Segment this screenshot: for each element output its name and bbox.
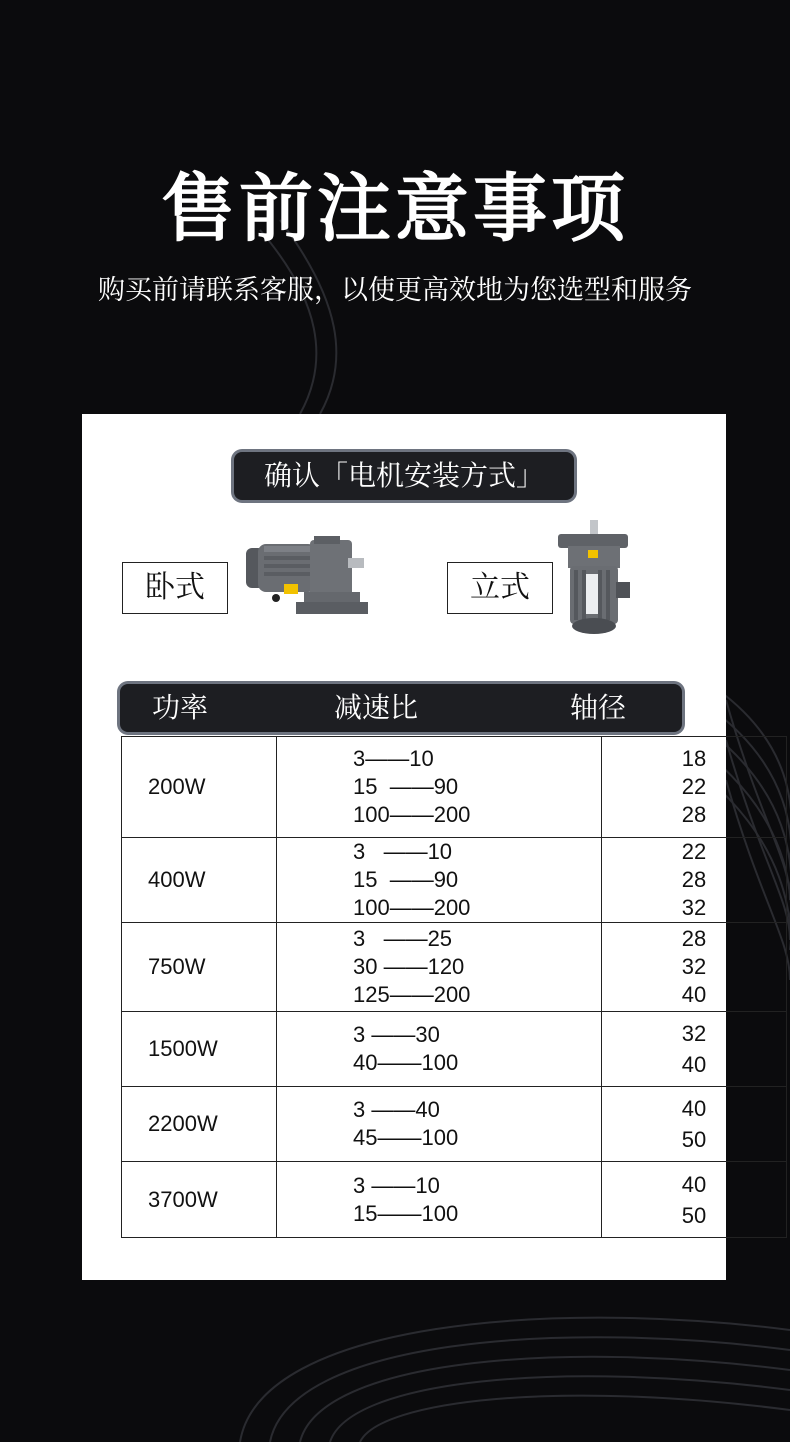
table-row <box>122 1012 787 1087</box>
horizontal-gear-motor-image <box>240 536 370 616</box>
shaft-cell: 40 50 <box>602 1087 787 1162</box>
table-row <box>122 1162 787 1238</box>
table-row <box>122 1087 787 1162</box>
shaft-cell: 40 50 <box>602 1162 787 1238</box>
header-reduction-ratio: 减速比 <box>334 691 419 724</box>
power-cell: 1500W <box>122 1012 277 1087</box>
power-cell: 3700W <box>122 1162 277 1238</box>
ratio-cell: 3 ——10 15——100 <box>277 1162 602 1238</box>
ratio-cell: 3——10 15 ——90 100——200 <box>277 737 602 838</box>
vertical-gear-motor-image <box>550 520 640 640</box>
page-title: 售前注意事项 <box>161 166 629 252</box>
ratio-cell: 3 ——40 45——100 <box>277 1087 602 1162</box>
spec-table <box>121 736 787 1238</box>
spec-table-header <box>120 684 682 732</box>
power-cell: 750W <box>122 923 277 1012</box>
header-shaft-diameter: 轴径 <box>570 691 627 724</box>
page-subtitle: 购买前请联系客服，以使更高效地为您选型和服务 <box>98 275 692 306</box>
horizontal-mount-label: 卧式 <box>122 562 228 614</box>
table-row <box>122 838 787 923</box>
ratio-cell: 3 ——25 30 ——120 125——200 <box>277 923 602 1012</box>
info-card <box>82 414 726 1280</box>
power-cell: 400W <box>122 838 277 923</box>
install-method-heading: 确认「电机安装方式」 <box>234 452 574 500</box>
ratio-cell: 3 ——10 15 ——90 100——200 <box>277 838 602 923</box>
shaft-cell: 18 22 28 <box>602 737 787 838</box>
power-cell: 200W <box>122 737 277 838</box>
shaft-cell: 28 32 40 <box>602 923 787 1012</box>
power-cell: 2200W <box>122 1087 277 1162</box>
vertical-mount-label: 立式 <box>447 562 553 614</box>
shaft-cell: 22 28 32 <box>602 838 787 923</box>
shaft-cell: 32 40 <box>602 1012 787 1087</box>
header-power: 功率 <box>152 691 209 724</box>
ratio-cell: 3 ——30 40——100 <box>277 1012 602 1087</box>
table-row <box>122 923 787 1012</box>
table-row <box>122 737 787 838</box>
